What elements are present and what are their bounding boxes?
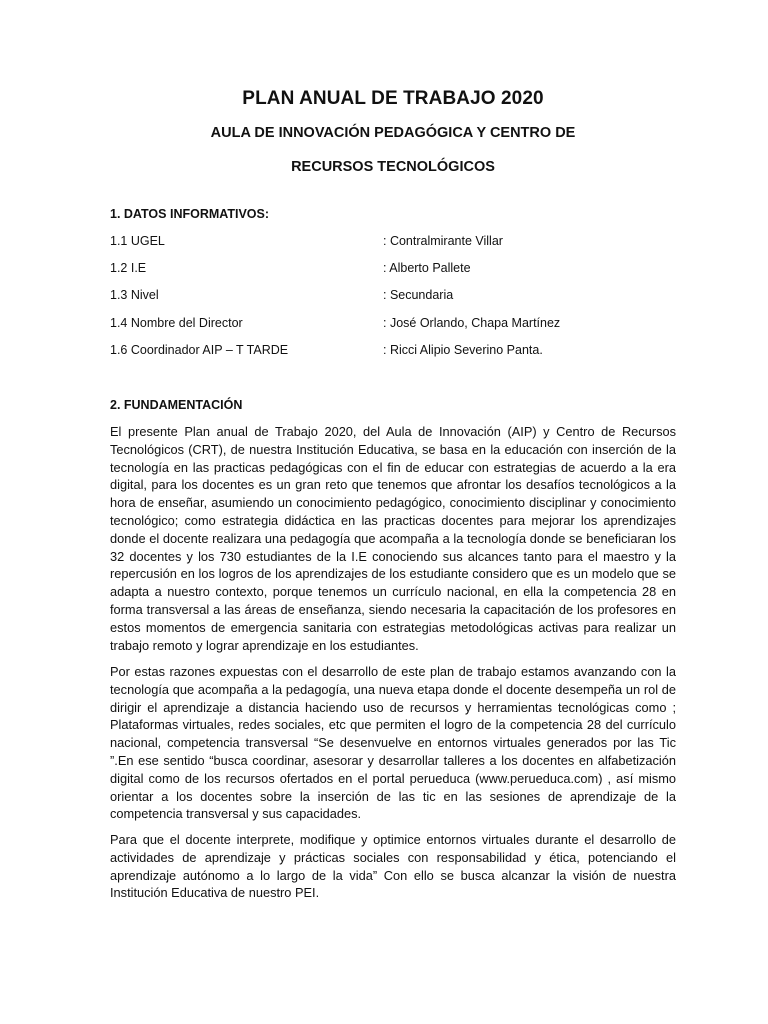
info-label: 1.4 Nombre del Director (110, 316, 243, 330)
info-row-ie (110, 261, 676, 279)
info-label: 1.3 Nivel (110, 288, 159, 302)
document-title: PLAN ANUAL DE TRABAJO 2020 (242, 88, 544, 109)
info-row-coordinador (110, 343, 676, 361)
info-row-ugel (110, 234, 676, 252)
info-label: 1.1 UGEL (110, 234, 165, 248)
info-value: : Contralmirante Villar (383, 234, 503, 248)
section-heading-fundamentacion: 2. FUNDAMENTACIÓN (110, 398, 243, 412)
info-value: : Alberto Pallete (383, 261, 471, 275)
body-paragraph: El presente Plan anual de Trabajo 2020, del Aula de Innovación (AIP) y Centro de Recursos Tecnológicos (CRT), de nuestra Institución Educativa, se basa en la educación con inserción de la tecnología en las practicas pedagógicas con el fin de educar con estrategias de acuerdo a la era digital, para los docentes es un gran reto que tenemos que afrontar los desafíos tecnológicos a la hora de enseñar, asumiendo un conocimiento pedagógico, conocimiento disciplinar y conocimiento tecnológico; como estrategia didáctica en las practicas docentes para mejorar los aprendizajes donde el docente realizara una pedagogía que acompaña a la tecnología donde se beneficiaran los 32 docentes y los 730 estudiantes de la I.E conociendo sus alcances tanto para el maestro y la repercusión en los logros de los aprendizajes de los estudiante considero que es un modelo que se adapta a nuestro contexto, porque tenemos un currículo nacional, en ella la competencia 28 en forma transversal a las áreas de enseñanza, siendo necesaria la capacitación de los profesores en estos momentos de emergencia sanitaria con estrategias metodológicas activas para realizar un trabajo remoto y lograr aprendizaje en los estudiantes. (110, 424, 676, 653)
document-subtitle-line-2: RECURSOS TECNOLÓGICOS (291, 159, 495, 175)
body-paragraph: Por estas razones expuestas con el desarrollo de este plan de trabajo estamos avanzando con la tecnología que acompaña a la pedagogía, una nueva etapa donde el docente desempeña un rol de dirigir el aprendizaje a distancia haciendo uso de recursos y herramientas tecnológicas como ; Plataformas virtuales, redes sociales, etc que permiten el logro de la competencia 28 del currículo nacional, competencia transversal “Se desenvuelve en entornos virtuales generados por las Tic ”.En ese sentido “busca coordinar, asesorar y desarrollar talleres a los docentes en alfabetización digital como de los recursos ofertados en el portal perueduca (www.perueduca.com) , así mismo orientar a los docentes sobre la inserción de las tic en las sesiones de aprendizaje de la competencia transversal y sus capacidades. (110, 664, 676, 822)
info-value: : Secundaria (383, 288, 454, 302)
info-value: : José Orlando, Chapa Martínez (383, 316, 561, 330)
body-paragraph: Para que el docente interprete, modifique y optimice entornos virtuales durante el desarrollo de actividades de aprendizaje y prácticas sociales con responsabilidad y ética, potenciando el aprendizaje autónomo a lo largo de la vida” Con ello se busca alcanzar la visión de nuestra Institución Educativa de nuestro PEI. (110, 832, 676, 901)
document-subtitle-line-1: AULA DE INNOVACIÓN PEDAGÓGICA Y CENTRO DE (210, 125, 576, 141)
info-value: : Ricci Alipio Severino Panta. (383, 343, 543, 357)
info-label: 1.6 Coordinador AIP – T TARDE (110, 343, 289, 357)
info-row-nivel (110, 288, 676, 306)
info-row-director (110, 316, 676, 334)
info-label: 1.2 I.E (110, 261, 147, 275)
section-heading-datos-informativos: 1. DATOS INFORMATIVOS: (110, 207, 270, 221)
